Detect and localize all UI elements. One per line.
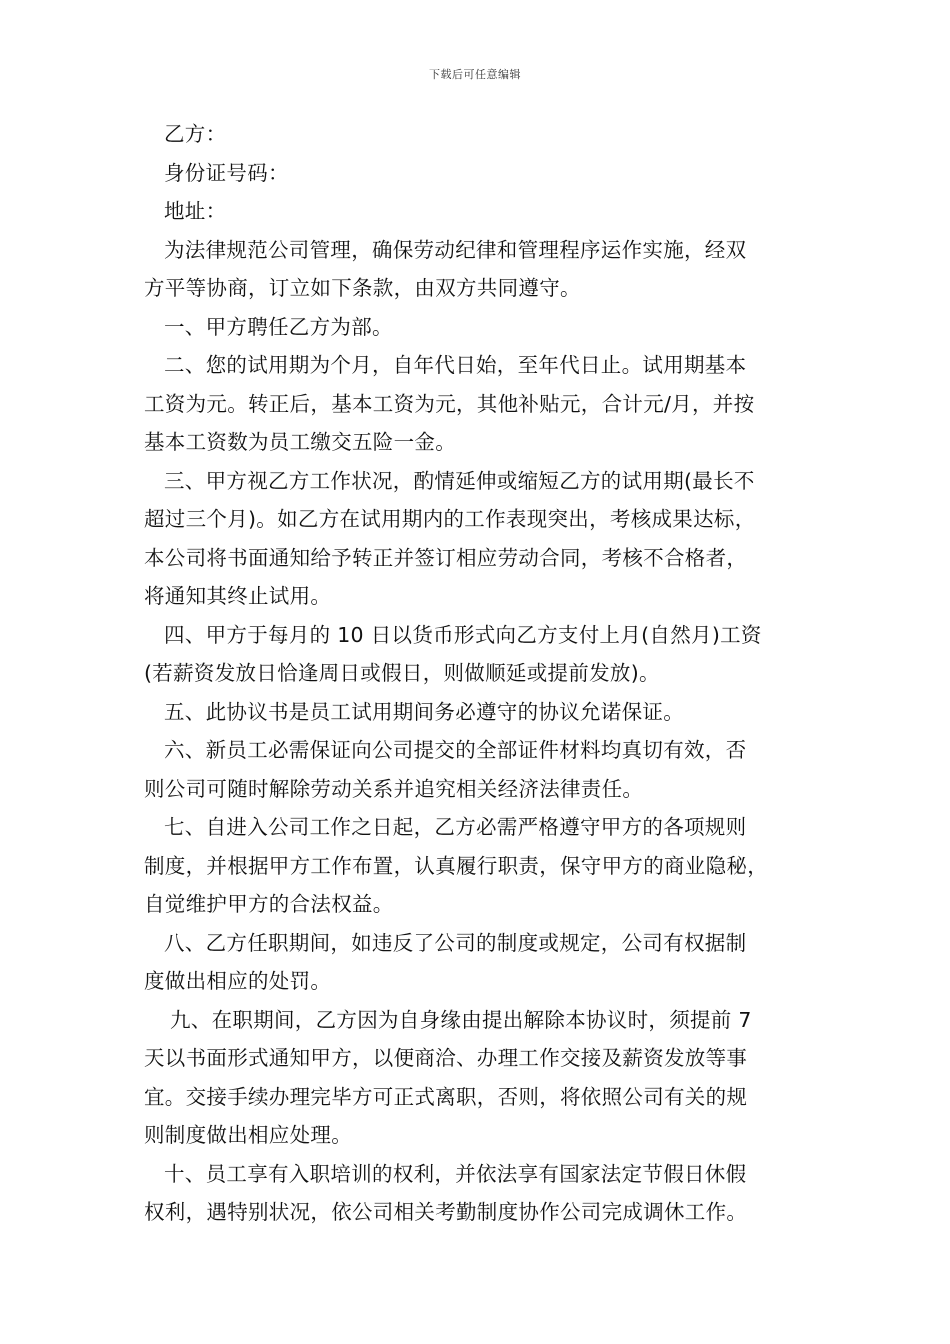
clause-5 <box>144 693 820 732</box>
id-number-field <box>144 154 820 193</box>
preamble-paragraph <box>144 231 820 308</box>
address-field <box>144 192 820 231</box>
paragraph-line: 三、甲方视乙方工作状况，酌情延伸或缩短乙方的试用期(最长不 <box>164 468 755 493</box>
paragraph-line: 基本工资数为员工缴交五险一金。 <box>144 430 456 454</box>
clause-1 <box>144 308 820 347</box>
paragraph-line: 八、乙方任职期间，如违反了公司的制度或规定，公司有权据制 <box>164 930 747 955</box>
paragraph-line: (若薪资发放日恰逢周日或假日，则做顺延或提前发放)。 <box>144 661 660 685</box>
paragraph-line: 方平等协商，订立如下条款，由双方共同遵守。 <box>144 276 581 300</box>
paragraph-line: 七、自进入公司工作之日起，乙方必需严格遵守甲方的各项规则 <box>164 815 747 839</box>
paragraph-line: 工资为元。转正后，基本工资为元，其他补贴元，合计元/月，并按 <box>144 391 755 416</box>
paragraph-line: 度做出相应的处罚。 <box>144 969 332 993</box>
paragraph-line: 四、甲方于每月的 10 日以货币形式向乙方支付上月(自然月)工资 <box>164 622 762 647</box>
paragraph-line: 一、甲方聘任乙方为部。 <box>164 314 393 339</box>
paragraph-line: 本公司将书面通知给予转正并签订相应劳动合同，考核不合格者， <box>144 545 748 570</box>
clause-2 <box>144 346 820 462</box>
paragraph-line: 乙方： <box>164 122 227 146</box>
clause-8 <box>144 924 820 1001</box>
clause-6 <box>144 731 820 808</box>
paragraph-line: 身份证号码： <box>164 160 289 185</box>
paragraph-line: 制度，并根据甲方工作布置，认真履行职责，保守甲方的商业隐秘， <box>144 853 768 878</box>
clause-3 <box>144 462 820 616</box>
paragraph-line: 五、此协议书是员工试用期间务必遵守的协议允诺保证。 <box>164 699 684 724</box>
paragraph-line: 则制度做出相应处理。 <box>144 1123 352 1147</box>
clause-10 <box>144 1155 820 1232</box>
paragraph-line: 权利，遇特别状况，依公司相关考勤制度协作公司完成调休工作。 <box>144 1200 748 1224</box>
party-b-field <box>144 115 820 154</box>
paragraph-line: 超过三个月)。如乙方在试用期内的工作表现突出，考核成果达标， <box>144 507 756 531</box>
clause-4 <box>144 616 820 693</box>
paragraph-line: 为法律规范公司管理，确保劳动纪律和管理程序运作实施，经双 <box>164 237 747 262</box>
paragraph-line: 将通知其终止试用。 <box>144 584 332 608</box>
paragraph-line: 天以书面形式通知甲方，以便商洽、办理工作交接及薪资发放等事 <box>144 1046 748 1070</box>
paragraph-line: 则公司可随时解除劳动关系并追究相关经济法律责任。 <box>144 776 644 801</box>
paragraph-line: 十、员工享有入职培训的权利，并依法享有国家法定节假日休假 <box>164 1161 747 1186</box>
page-header: 下载后可任意编辑 <box>429 68 521 81</box>
paragraph-line: 地址： <box>164 199 227 223</box>
paragraph-line: 九、在职期间，乙方因为自身缘由提出解除本协议时，须提前 7 <box>170 1007 752 1032</box>
clause-9 <box>144 1001 820 1155</box>
paragraph-line: 二、您的试用期为个月，自年代日始，至年代日止。试用期基本 <box>164 353 747 377</box>
clause-7 <box>144 808 820 924</box>
paragraph-line: 自觉维护甲方的合法权益。 <box>144 892 394 916</box>
paragraph-line: 宜。交接手续办理完毕方可正式离职，否则，将依照公司有关的规 <box>144 1084 748 1109</box>
paragraph-line: 六、新员工必需保证向公司提交的全部证件材料均真切有效，否 <box>164 738 747 762</box>
document-body <box>144 115 820 1232</box>
